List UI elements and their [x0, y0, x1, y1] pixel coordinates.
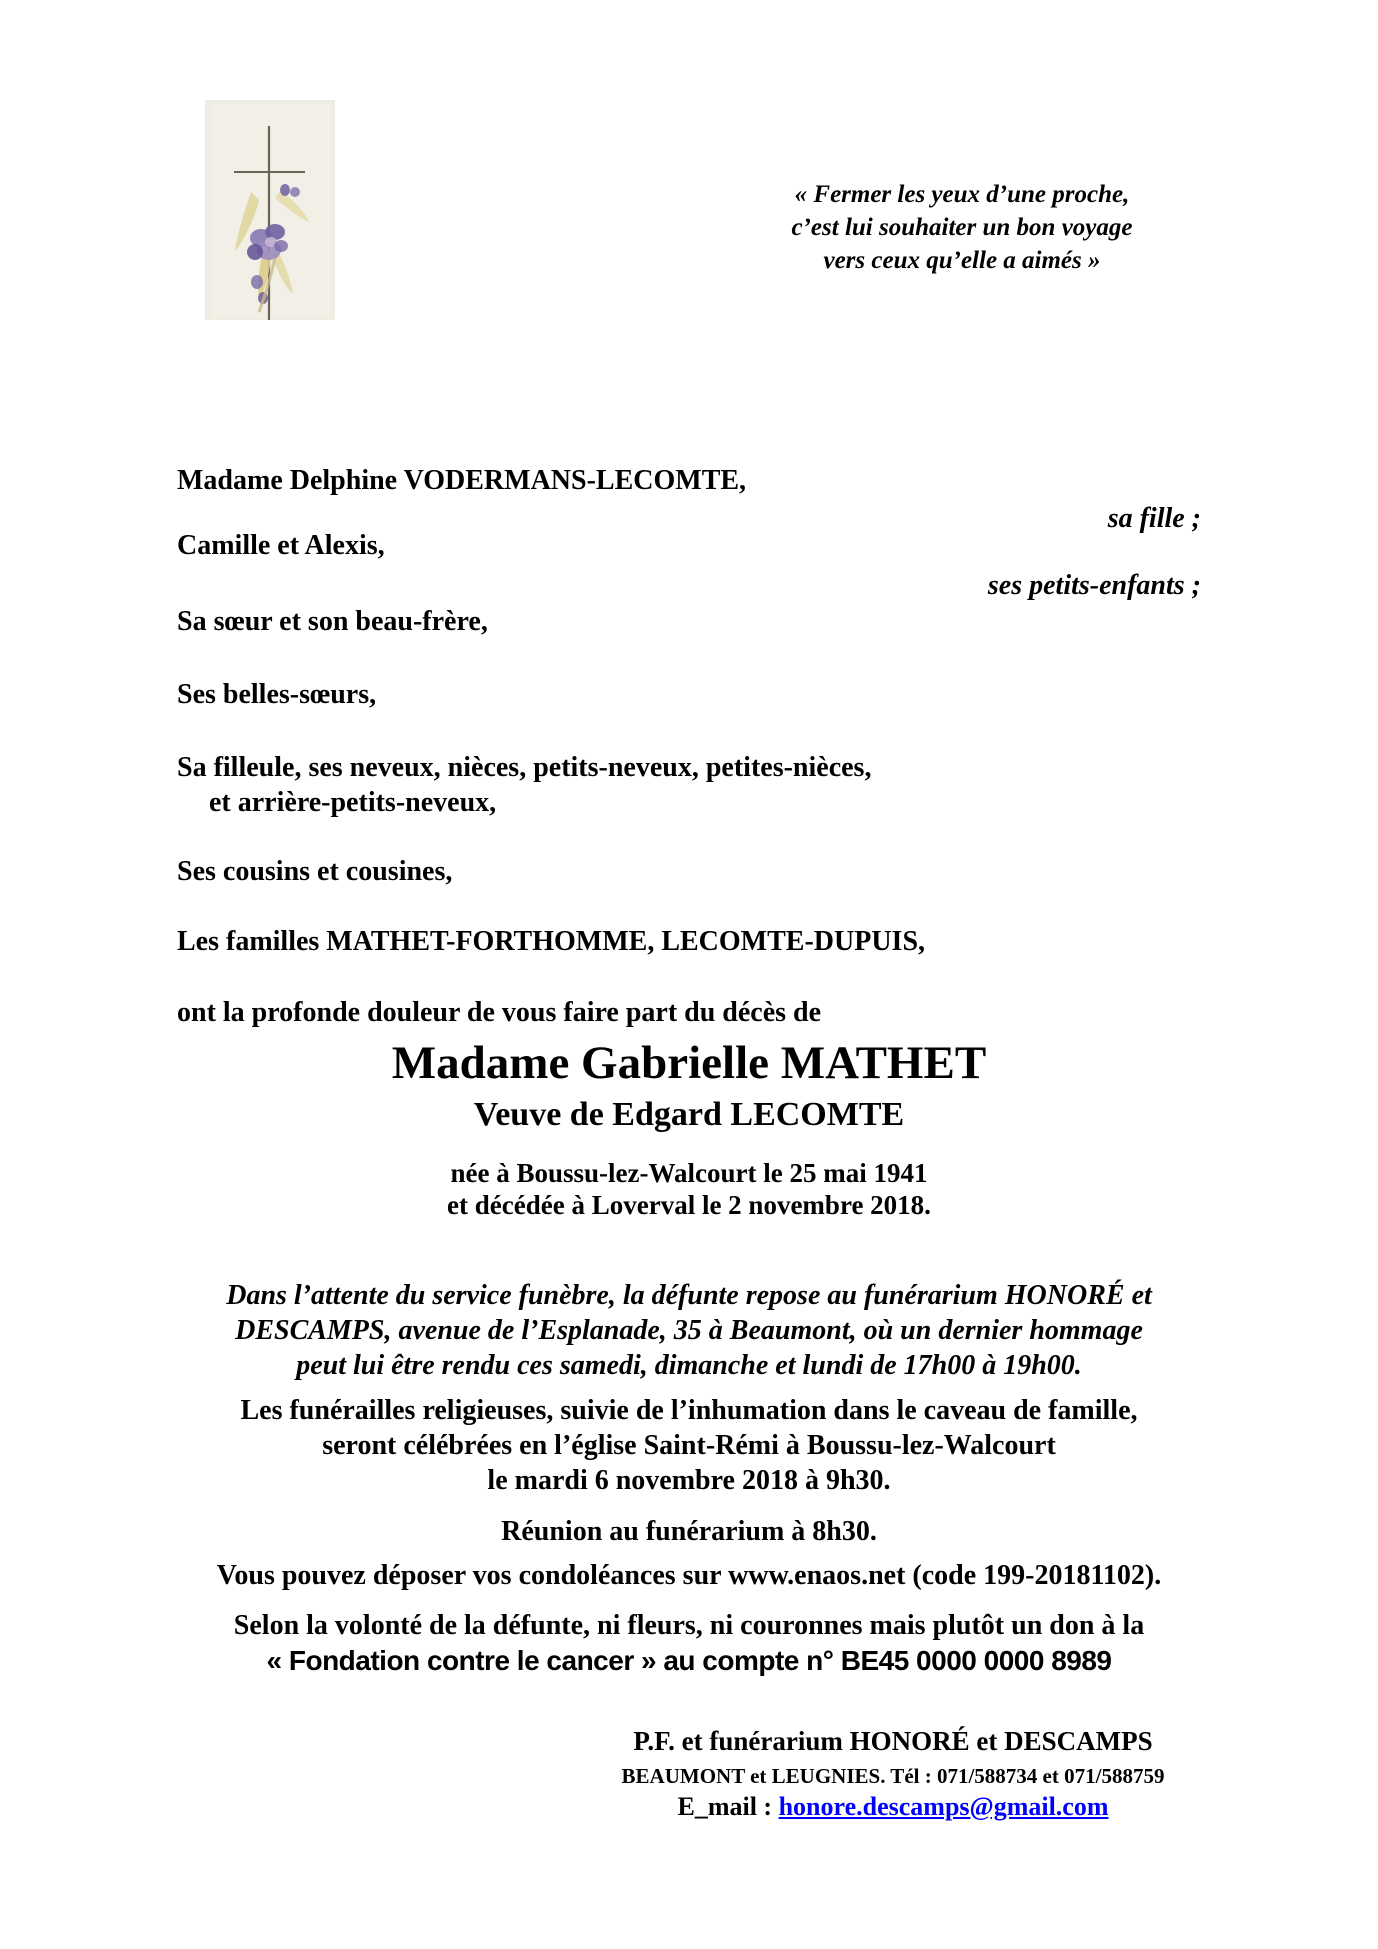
funeral-line-2: seront célébrées en l’église Saint-Rémi à Boussu-lez-Walcourt [322, 1430, 1056, 1461]
epigraph-quote [762, 178, 1162, 277]
donation-line-2: « Fondation contre le cancer » au compte n° BE45 0000 0000 8989 [266, 1645, 1112, 1676]
announcement-line: ont la profonde douleur de vous faire part du décès de [177, 997, 822, 1028]
death-line: et décédée à Loverval le 2 novembre 2018. [447, 1190, 931, 1220]
sisters-in-law-line: Ses belles-sœurs, [177, 679, 377, 710]
email-label: E_mail : [677, 1792, 779, 1821]
viewing-line-3: peut lui être rendu ces samedi, dimanche et lundi de 17h00 à 19h00. [296, 1350, 1082, 1381]
quote-line-3: vers ceux qu’elle a aimés » [823, 247, 1101, 274]
donation-line-1: Selon la volonté de la défunte, ni fleurs, ni couronnes mais plutôt un don à la [233, 1610, 1145, 1641]
footer-locations: BEAUMONT et LEUGNIES. Tél : 071/588734 et 071/588759 [621, 1764, 1165, 1788]
condolences-line: Vous pouvez déposer vos condoléances sur www.enaos.net (code 199-20181102). [216, 1560, 1162, 1591]
cross-and-flowers-icon [205, 100, 335, 320]
widow-line: Veuve de Edgard LECOMTE [473, 1096, 905, 1133]
quote-line-1: « Fermer les yeux d’une proche, [794, 181, 1130, 208]
viewing-line-2: DESCAMPS, avenue de l’Esplanade, 35 à Beaumont, où un dernier hommage [235, 1315, 1143, 1346]
funeral-line-1: Les funérailles religieuses, suivie de l’inhumation dans le caveau de famille, [240, 1395, 1138, 1426]
funeral-line-3: le mardi 6 novembre 2018 à 9h30. [487, 1465, 891, 1496]
cousins-line: Ses cousins et cousines, [177, 856, 453, 887]
footer-company-name: P.F. et funérarium HONORÉ et DESCAMPS [633, 1726, 1153, 1756]
daughter-name: Madame Delphine VODERMANS-LECOMTE, [177, 465, 747, 496]
footer [560, 1726, 1226, 1822]
grandchildren-names: Camille et Alexis, [177, 530, 385, 561]
viewing-line-1: Dans l’attente du service funèbre, la défunte repose au funérarium HONORÉ et [226, 1280, 1152, 1311]
cross-and-flowers-emblem [205, 100, 335, 320]
birth-line: née à Boussu-lez-Walcourt le 25 mai 1941 [450, 1158, 928, 1188]
daughter-relation: sa fille ; [1107, 503, 1201, 534]
families-line: Les familles MATHET-FORTHOMME, LECOMTE-DUPUIS, [177, 926, 926, 957]
nieces-line-2: et arrière-petits-neveux, [209, 787, 497, 818]
meeting-line: Réunion au funérarium à 8h30. [501, 1516, 877, 1547]
funeral-paragraph [0, 1393, 1378, 1498]
nieces-line-1: Sa filleule, ses neveux, nièces, petits-neveux, petites-nièces, [177, 752, 872, 783]
deceased-name: Madame Gabrielle MATHET [391, 1037, 987, 1089]
viewing-paragraph [0, 1278, 1378, 1383]
grandchildren-relation: ses petits-enfants ; [987, 570, 1201, 601]
email-link[interactable]: honore.descamps@gmail.com [778, 1792, 1109, 1821]
sister-line: Sa sœur et son beau-frère, [177, 606, 488, 637]
quote-line-2: c’est lui souhaiter un bon voyage [791, 214, 1133, 241]
footer-email-line [560, 1792, 1226, 1822]
